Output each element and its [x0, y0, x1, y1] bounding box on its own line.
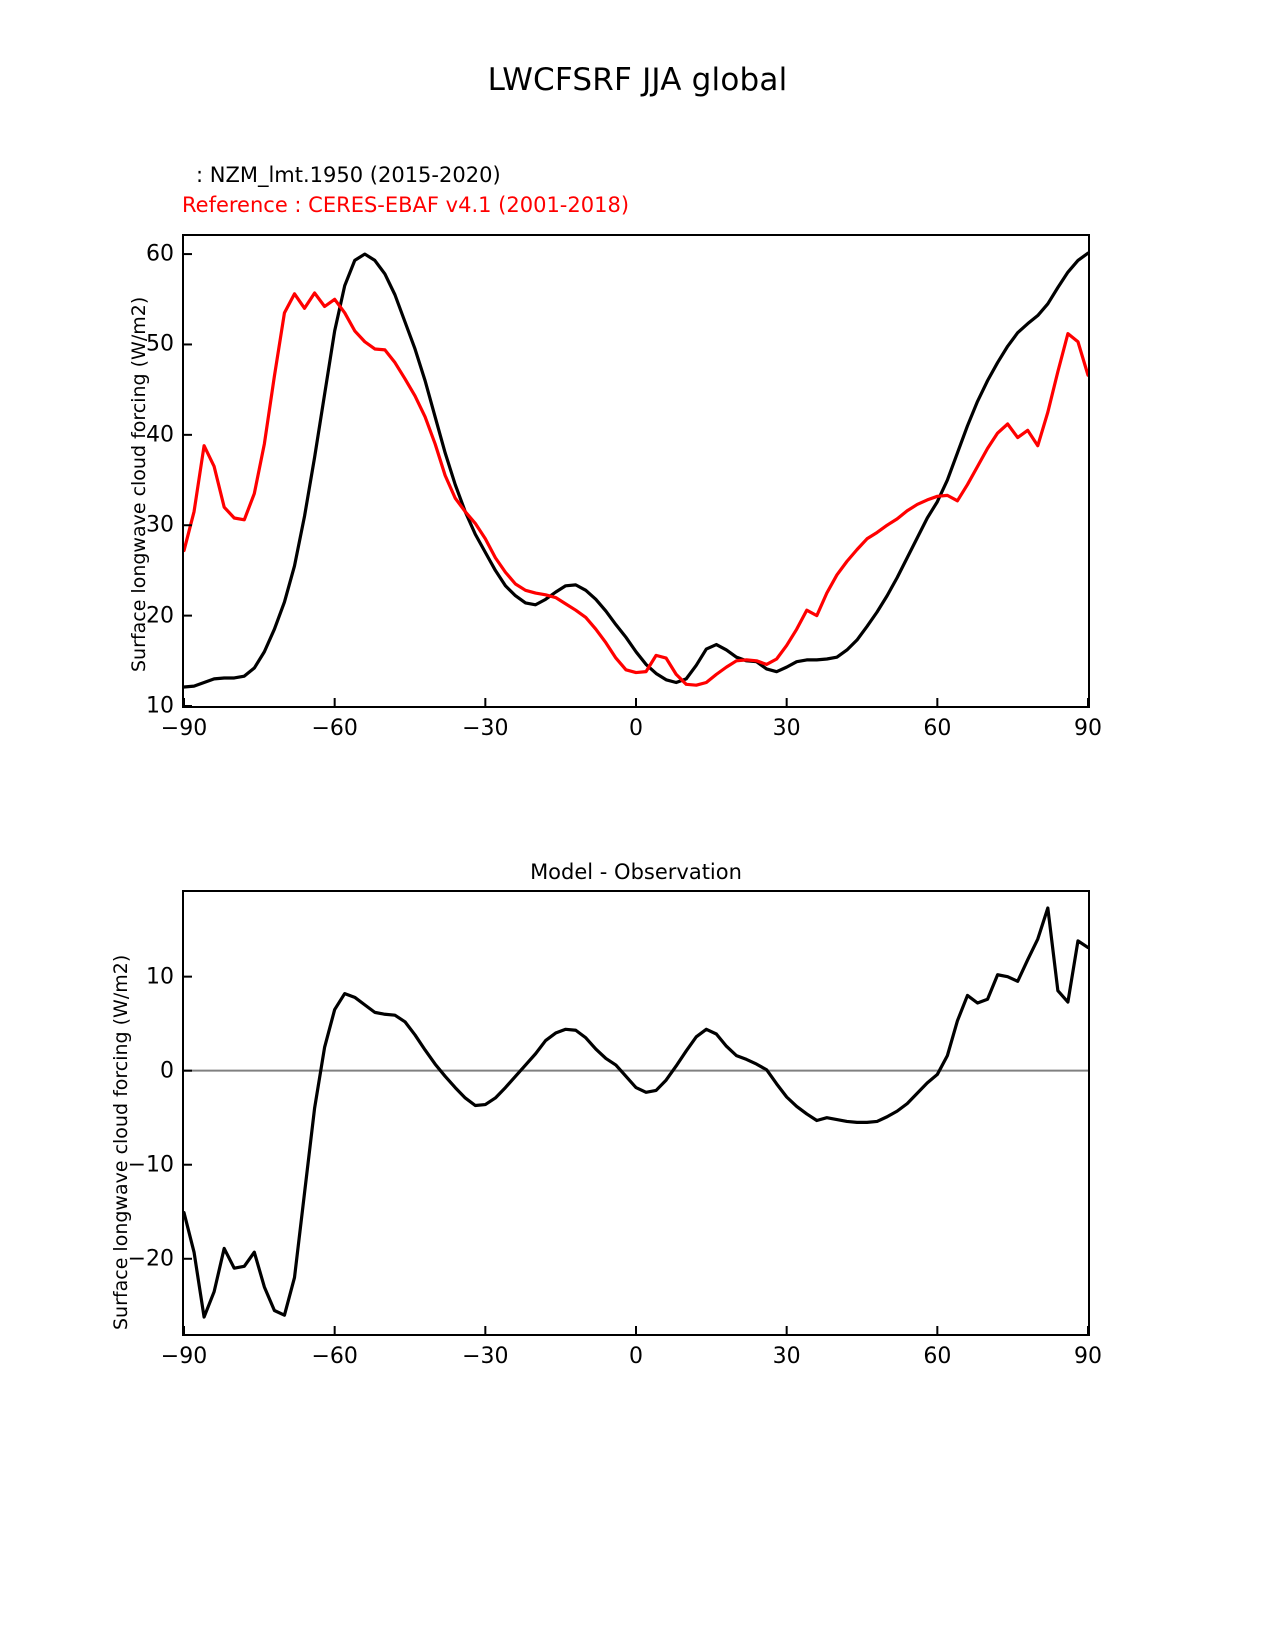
x-tick-label: 60	[923, 716, 952, 741]
x-tick-label: −90	[160, 716, 208, 741]
y-tick-label: 30	[146, 512, 174, 538]
y-tick-label: −10	[127, 1152, 174, 1178]
bottom-panel-plot	[184, 892, 1088, 1334]
x-tick-label: −30	[462, 716, 509, 741]
legend-reference-entry: Reference : CERES-EBAF v4.1 (2001-2018)	[182, 193, 630, 218]
y-tick-label: 10	[146, 964, 174, 990]
x-tick-label: −60	[311, 1344, 358, 1369]
bottom-panel-axes	[182, 890, 1090, 1336]
y-tick-label: 40	[146, 422, 174, 448]
figure-title: LWCFSRF JJA global	[487, 62, 788, 98]
x-tick-label: −90	[160, 1344, 208, 1369]
top-panel-ylabel: Surface longwave cloud forcing (W/m2)	[128, 296, 150, 672]
y-tick-label: 50	[146, 331, 174, 357]
y-tick-label: 0	[160, 1058, 174, 1084]
series-line-0	[184, 908, 1088, 1317]
bottom-panel-title: Model - Observation	[530, 860, 742, 884]
y-tick-label: −20	[127, 1246, 174, 1272]
x-tick-label: 90	[1074, 716, 1102, 741]
x-tick-label: 60	[923, 1344, 952, 1369]
y-tick-label: 60	[146, 241, 174, 267]
x-tick-label: 30	[772, 716, 801, 741]
bottom-panel-ylabel: Surface longwave cloud forcing (W/m2)	[110, 954, 132, 1330]
y-tick-label: 20	[146, 603, 174, 629]
legend-model-entry: : NZM_lmt.1950 (2015-2020)	[196, 163, 501, 187]
x-tick-label: 30	[772, 1344, 801, 1369]
y-tick-label: 10	[146, 693, 174, 719]
x-tick-label: 90	[1074, 1344, 1102, 1369]
x-tick-label: 0	[629, 1344, 643, 1369]
x-tick-label: −60	[311, 716, 358, 741]
x-tick-label: −30	[462, 1344, 509, 1369]
x-tick-label: 0	[629, 716, 643, 741]
